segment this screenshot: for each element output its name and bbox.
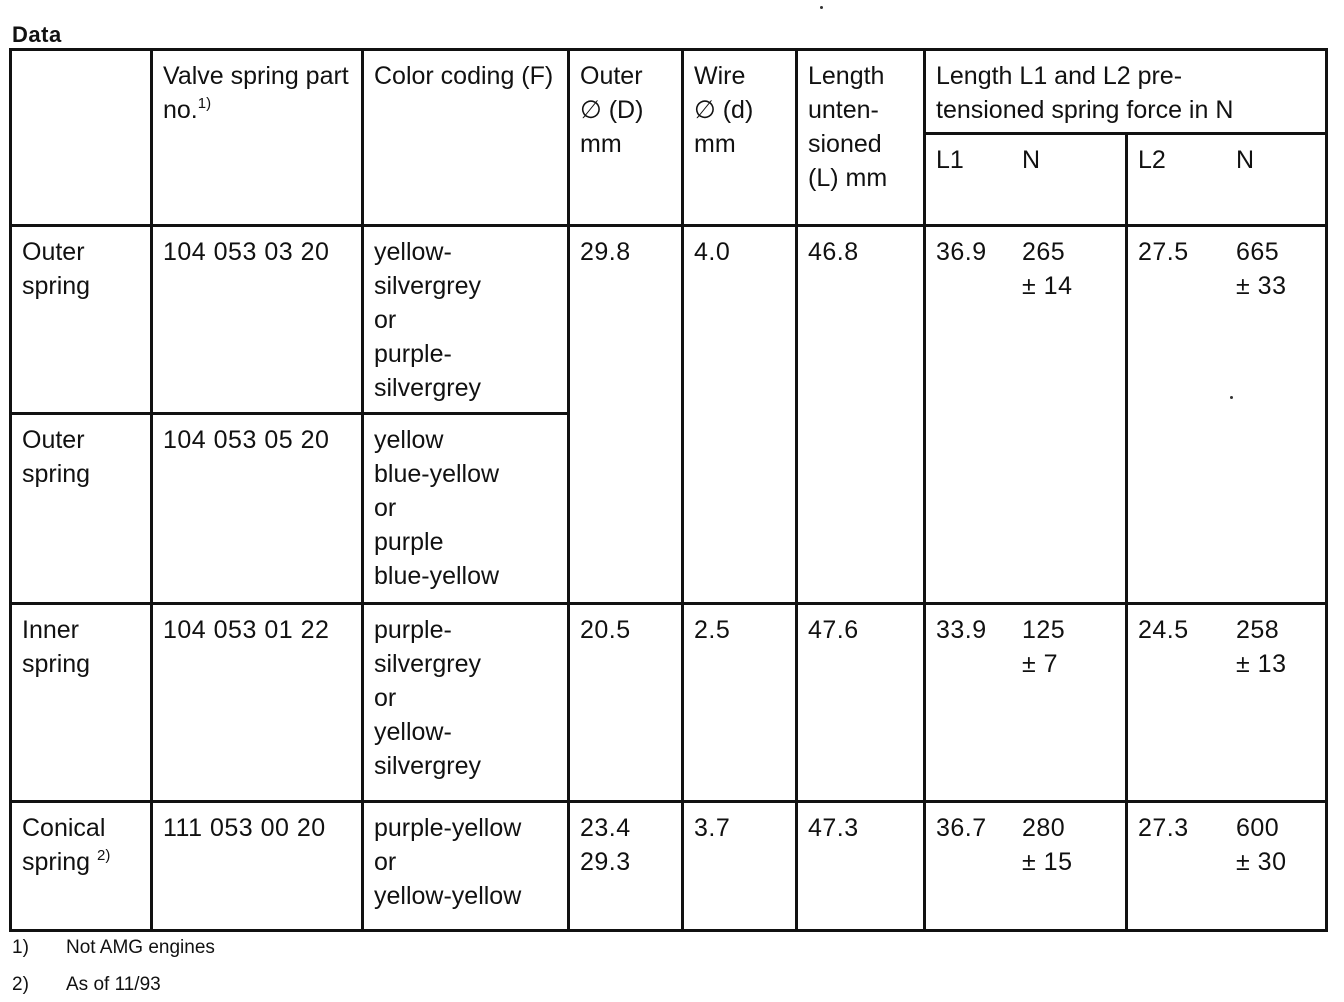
length-cell: 47.3 — [797, 802, 925, 931]
footnote-text: Not AMG engines — [66, 937, 215, 958]
part-no-cell: 104 053 01 22 — [152, 604, 363, 802]
part-no-cell: 111 053 00 20 — [152, 802, 363, 931]
color-coding-cell: yellow blue-yellow or purple blue-yellow — [363, 414, 569, 604]
l2-cell: 24.5 — [1127, 604, 1225, 802]
header-length-untensioned: Length unten- sioned (L) mm — [797, 50, 925, 226]
header-l2: L2 — [1127, 134, 1225, 226]
footnote-mark: 2) — [12, 974, 29, 995]
color-coding-cell: purple- silvergrey or yellow- silvergrey — [363, 604, 569, 802]
table-row — [11, 604, 1327, 802]
scan-speck — [820, 6, 823, 9]
color-coding-cell: yellow- silvergrey or purple- silvergrey — [363, 226, 569, 414]
header-n2: N — [1225, 134, 1327, 226]
footnote — [12, 938, 215, 958]
table-row — [11, 226, 1327, 414]
scan-speck — [1230, 396, 1233, 399]
header-outer-diameter: Outer ∅ (D) mm — [569, 50, 683, 226]
header-spring-type — [11, 50, 152, 226]
wire-diameter-cell: 3.7 — [683, 802, 797, 931]
section-title: Data — [12, 22, 62, 47]
wire-diameter-cell: 4.0 — [683, 226, 797, 604]
l2-cell: 27.5 — [1127, 226, 1225, 604]
l1-cell: 36.7 — [925, 802, 1011, 931]
wire-diameter-cell: 2.5 — [683, 604, 797, 802]
spring-type-cell: Outer spring — [11, 226, 152, 414]
n1-cell: 125 ± 7 — [1011, 604, 1127, 802]
header-n1: N — [1011, 134, 1127, 226]
n1-cell: 280 ± 15 — [1011, 802, 1127, 931]
l1-cell: 33.9 — [925, 604, 1011, 802]
footnote-mark: 1) — [12, 937, 29, 958]
header-color-coding: Color coding (F) — [363, 50, 569, 226]
outer-diameter-cell: 23.4 29.3 — [569, 802, 683, 931]
n2-cell: 258 ± 13 — [1225, 604, 1327, 802]
l1-cell: 36.9 — [925, 226, 1011, 604]
header-pretensioned-force: Length L1 and L2 pre- tensioned spring force in N — [925, 50, 1327, 134]
footnote — [12, 975, 161, 995]
header-part-no: Valve spring part no.$^{1)}$ — [152, 50, 363, 226]
length-cell: 46.8 — [797, 226, 925, 604]
table-row — [11, 802, 1327, 931]
l2-cell: 27.3 — [1127, 802, 1225, 931]
n1-cell: 265 ± 14 — [1011, 226, 1127, 604]
part-no-cell: 104 053 03 20 — [152, 226, 363, 414]
n2-cell: 600 ± 30 — [1225, 802, 1327, 931]
n2-cell: 665 ± 33 — [1225, 226, 1327, 604]
color-coding-cell: purple-yellow or yellow-yellow — [363, 802, 569, 931]
outer-diameter-cell: 29.8 — [569, 226, 683, 604]
footnote-text: As of 11/93 — [66, 974, 161, 995]
header-l1: L1 — [925, 134, 1011, 226]
outer-diameter-cell: 20.5 — [569, 604, 683, 802]
header-row — [11, 50, 1327, 134]
spring-type-cell: Inner spring — [11, 604, 152, 802]
spring-type-cell: Outer spring — [11, 414, 152, 604]
valve-spring-data-table — [9, 48, 1328, 932]
spring-type-cell: Conical spring $^{2)}$ — [11, 802, 152, 931]
length-cell: 47.6 — [797, 604, 925, 802]
header-wire-diameter: Wire ∅ (d) mm — [683, 50, 797, 226]
part-no-cell: 104 053 05 20 — [152, 414, 363, 604]
